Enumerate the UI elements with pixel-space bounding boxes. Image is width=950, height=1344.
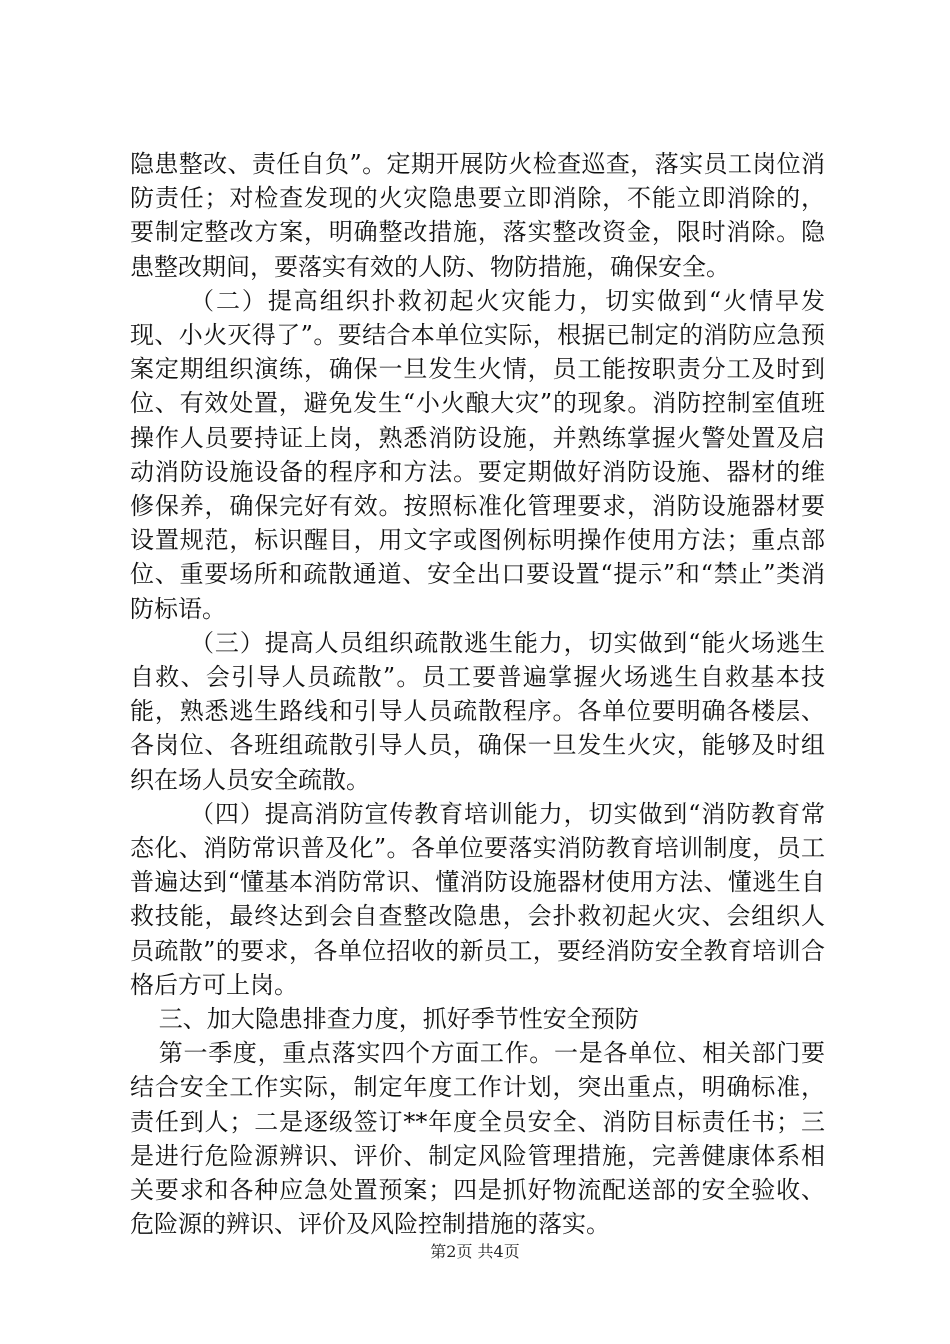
paragraph-initial-fire-fighting: （二）提高组织扑救初起火灾能力，切实做到“火情早发现、小火灭得了”。要结合本单位实际，根据已制定的消防应急预案定期组织演练，确保一旦发生火情，员工能按职责分工及时到位、有效处置，避免发生“小火酿大灾”的现象。消防控制室值班操作人员要持证上岗，熟悉消防设施，并熟练掌握火警处置及启动消防设施设备的程序和方法。要定期做好消防设施、器材的维修保养，确保完好有效。按照标准化管理要求，消防设施器材要设置规范，标识醒目，用文字或图例标明操作使用方法；重点部位、重要场所和疏散通道、安全出口要设置“提示”和“禁止”类消防标语。 [130, 286, 825, 623]
paragraph-first-quarter: 第一季度，重点落实四个方面工作。一是各单位、相关部门要结合安全工作实际，制定年度工作计划，突出重点，明确标准，责任到人；二是逐级签订**年度全员安全、消防目标责任书；三是进行危险源辨识、评价、制定风险管理措施，完善健康体系相关要求和各种应急处置预案；四是抓好物流配送部的安全验收、危险源的辨识、评价及风险控制措施的落实。 [130, 1039, 825, 1239]
page-footer: 第2页 共4页 [430, 1242, 520, 1261]
paragraph-fire-education: （四）提高消防宣传教育培训能力，切实做到“消防教育常态化、消防常识普及化”。各单位要落实消防教育培训制度，员工普遍达到“懂基本消防常识、懂消防设施器材使用方法、懂逃生自救技能，最终达到会自查整改隐患，会扑救初起火灾、会组织人员疏散”的要求，各单位招收的新员工，要经消防安全教育培训合格后方可上岗。 [130, 799, 825, 999]
document-body [130, 147, 825, 1242]
section-heading-hazard-inspection: 三、加大隐患排查力度，抓好季节性安全预防 [158, 1005, 639, 1034]
paragraph-hazard-rectification: 隐患整改、责任自负”。定期开展防火检查巡查，落实员工岗位消防责任；对检查发现的火灾隐患要立即消除，不能立即消除的，要制定整改方案，明确整改措施，落实整改资金，限时消除。隐患整改期间，要落实有效的人防、物防措施，确保安全。 [130, 150, 825, 281]
paragraph-evacuation: （三）提高人员组织疏散逃生能力，切实做到“能火场逃生自救、会引导人员疏散”。员工要普遍掌握火场逃生自救基本技能，熟悉逃生路线和引导人员疏散程序。各单位要明确各楼层、各岗位、各班组疏散引导人员，确保一旦发生火灾，能够及时组织在场人员安全疏散。 [130, 628, 825, 794]
